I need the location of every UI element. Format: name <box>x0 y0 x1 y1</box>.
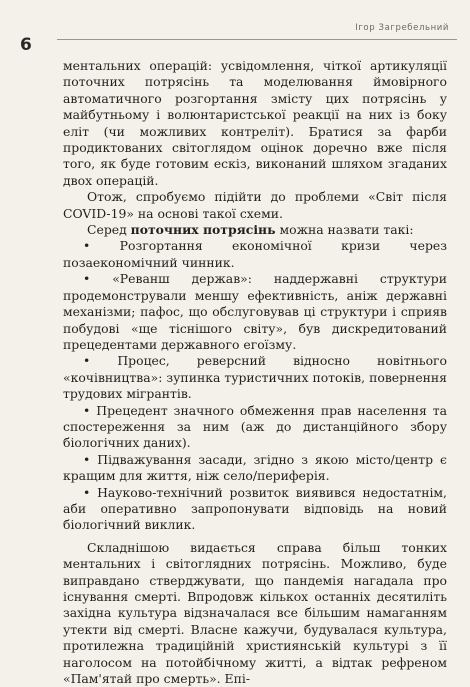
bullet-item <box>63 238 447 271</box>
paragraph-death: Складнішою видається справа більш тонких ментальних і світоглядних потрясінь. Можливо, буде виправдано стверджувати, що пандемія нагадала про існування смерті. Впродовж кількох останніх десятиліть західна культура відзначалася все більшим намаганням утекти від смерті. Власне кажучи, будувалася культура, протилежна традиційній християнській культурі з її наголосом на потойбічному житті, а відтак рефреном «Пам'ятай про смерть». Епі- <box>63 539 447 687</box>
bullet-item <box>63 452 447 485</box>
bullet-text: Розгортання економічної кризи через позаекономічний чинник. <box>63 238 447 270</box>
bold-term-current-shocks: поточних потрясінь <box>130 222 276 238</box>
bullet-text: «Реванш держав»: наддержавні структури продемонстрували меншу ефективність, аніж державні механізми; пафос, що обслуговував ці структури і сприяв побудові «ще тіснішого світу», був дискредитований прецедентами державного егоїзму. <box>63 271 447 352</box>
paragraph-covid-scheme: Отож, спробуємо підійти до проблеми «Світ після COVID-19» на основі такої схеми. <box>63 189 447 221</box>
bullet-mark: • <box>83 402 91 418</box>
running-head-author: Ігор Загребельний <box>355 23 449 33</box>
paragraph-current-shocks-lead: Серед <box>87 222 131 238</box>
body-text <box>63 58 447 687</box>
bullet-mark: • <box>83 271 91 287</box>
header-rule <box>57 39 457 40</box>
page-number: 6 <box>20 35 32 55</box>
bullet-text: Процес, реверсний відносно новітнього «кочівництва»: зупинка туристичних потоків, повернення трудових мігрантів. <box>63 353 447 402</box>
bullet-item <box>63 271 447 353</box>
paragraph-continued: ментальних операцій: усвідомлення, чіткої артикуляції поточних потрясінь та моделювання ймовірного автоматичного розгортання змісту цих потрясінь у майбутньому і волюнтаристської реакції на них із боку еліт (чи можливих контреліт). Братися за фарби продиктованих світоглядом оцінок доречно вже після того, як буде готовим ескіз, виконаний шляхом згаданих двох операцій. <box>63 58 447 188</box>
bullet-text: Підважування засади, згідно з якою місто/центр є кращим для життя, ніж село/периферія. <box>63 451 447 484</box>
bullet-mark: • <box>83 353 91 369</box>
bullet-text: Прецедент значного обмеження прав населення та спостереження за ним (аж до дистанційного збору біологічних даних). <box>63 402 447 451</box>
bullet-item <box>63 485 447 534</box>
bullet-item <box>63 403 447 452</box>
bullet-text: Науково-технічний розвиток виявився недостатнім, аби оперативно запропонувати відповідь на новий біологічний виклик. <box>63 484 447 533</box>
bullet-mark: • <box>83 451 91 467</box>
bullet-mark: • <box>83 484 91 500</box>
bullet-item <box>63 353 447 402</box>
paragraph-current-shocks-tail: можна назвати такі: <box>275 222 414 238</box>
paragraph-current-shocks <box>63 222 447 238</box>
bullet-mark: • <box>83 238 91 254</box>
